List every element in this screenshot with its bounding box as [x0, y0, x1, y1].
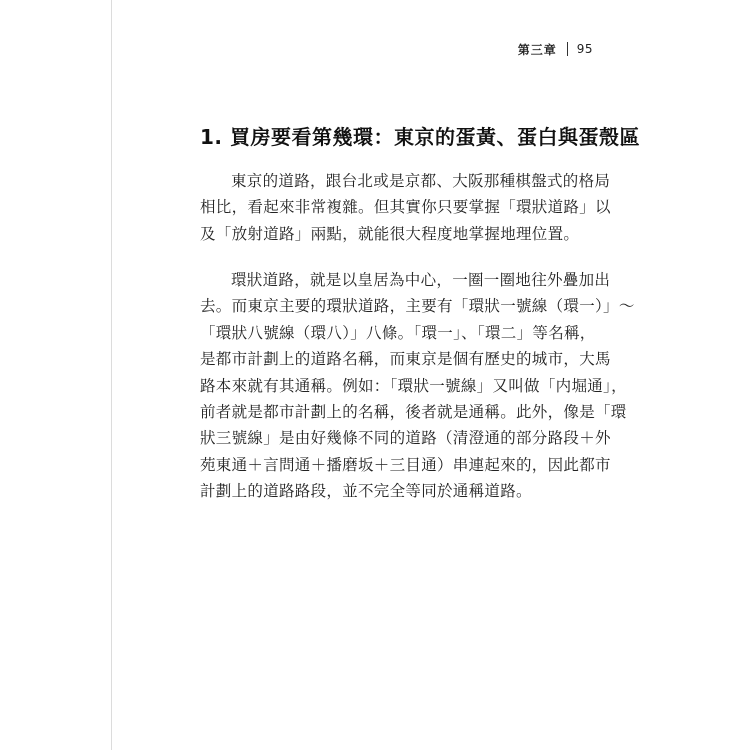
text-line: 是都市計劃上的道路名稱，而東京是個有歷史的城市，大馬	[200, 350, 611, 369]
text-line: 前者就是都市計劃上的名稱，後者就是通稱。此外，像是「環	[200, 403, 627, 422]
body-paragraph	[200, 267, 635, 505]
chapter-label: 第三章	[517, 42, 557, 57]
text-line: 東京的道路，跟台北或是京都、大阪那種棋盤式的格局	[231, 172, 611, 190]
running-header	[518, 40, 593, 58]
text-line: 苑東通＋言問通＋播磨坂＋三目通）串連起來的，因此都市	[200, 455, 611, 474]
header-divider	[567, 42, 568, 56]
text-line: 去。而東京主要的環狀道路，主要有「環狀一號線（環一）」～	[200, 297, 635, 316]
page-edge-line	[111, 0, 112, 750]
text-line: 相比，看起來非常複雜。但其實你只要掌握「環狀道路」以	[200, 198, 611, 217]
section-title: 1. 買房要看第幾環：東京的蛋黃、蛋白與蛋殼區	[200, 125, 640, 149]
page-number: 95	[576, 42, 593, 56]
text-line: 計劃上的道路路段，並不完全等同於通稱道路。	[200, 482, 532, 501]
body-paragraph	[200, 168, 611, 247]
text-line: 及「放射道路」兩點，就能很大程度地掌握地理位置。	[200, 224, 580, 243]
text-line: 路本來就有其通稱。例如：「環狀一號線」又叫做「内堀通」，	[200, 376, 627, 395]
text-line: 「環狀八號線（環八）」八條。「環一」、「環二」等名稱，	[200, 323, 596, 342]
text-line: 環狀道路，就是以皇居為中心，一圈一圈地往外疊加出	[231, 271, 611, 289]
text-line: 狀三號線」是由好幾條不同的道路（清澄通的部分路段＋外	[200, 429, 611, 448]
